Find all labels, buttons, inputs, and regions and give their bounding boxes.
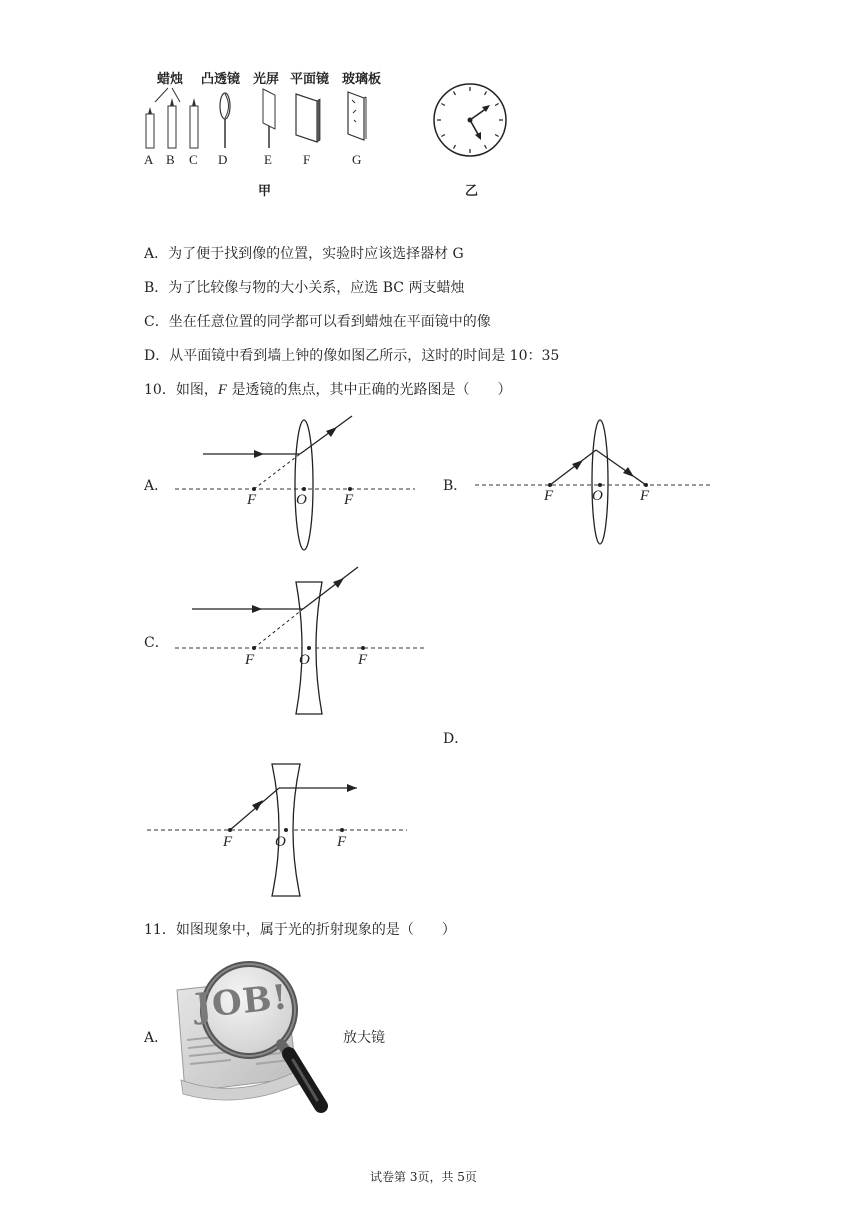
- q10-option-d-label: D．: [443, 731, 469, 747]
- q10-question: [144, 379, 511, 399]
- q10-diagram-c: [170, 560, 430, 720]
- q10-b-center: O: [592, 488, 603, 504]
- q10-option-a-label: A．: [144, 478, 169, 494]
- letter-d: D: [218, 152, 228, 167]
- label-glass-plate: 玻璃板: [342, 71, 382, 86]
- letter-a: A: [144, 152, 154, 167]
- label-candle: 蜡烛: [157, 71, 184, 86]
- q10-option-c-label: C．: [144, 635, 169, 651]
- q9-option-d: D．从平面镜中看到墙上钟的像如图乙所示，这时的时间是 10：35: [144, 348, 560, 364]
- q10-c-focus-right: F: [358, 652, 368, 668]
- caption-yi: 乙: [465, 183, 479, 198]
- letter-f: F: [303, 152, 311, 167]
- q10-c-focus-left: F: [245, 652, 255, 668]
- q9-option-b: B．为了比较像与物的大小关系，应选 BC 两支蜡烛: [144, 280, 465, 296]
- q10-diagram-b: [470, 410, 720, 550]
- q10-question-focus: F: [217, 382, 227, 398]
- q9-option-a: A．为了便于找到像的位置，实验时应该选择器材 G: [144, 246, 464, 262]
- q10-c-center: O: [299, 652, 310, 668]
- label-plane-mirror: 平面镜: [290, 71, 330, 86]
- q11-option-a-label: A．: [144, 1030, 169, 1046]
- label-convex-lens: 凸透镜: [201, 71, 241, 86]
- q11-question: 11．如图现象中，属于光的折射现象的是（ ）: [144, 922, 456, 938]
- letter-g: G: [352, 152, 362, 167]
- q10-option-b-label: B．: [443, 478, 468, 494]
- q9-option-c: C．坐在任意位置的同学都可以看到蜡烛在平面镜中的像: [144, 314, 491, 330]
- q10-a-focus-left: F: [247, 492, 257, 508]
- clock-figure: [432, 80, 512, 160]
- q10-b-focus-right: F: [640, 488, 650, 504]
- q11-option-a-caption: 放大镜: [343, 1030, 385, 1046]
- q10-question-suffix: 是透镜的焦点，其中正确的光路图是（ ）: [227, 382, 512, 398]
- label-screen: 光屏: [253, 71, 280, 86]
- q10-a-focus-right: F: [344, 492, 354, 508]
- letter-e: E: [264, 152, 272, 167]
- newspaper-headline: JOB!: [193, 977, 291, 1027]
- letter-b: B: [166, 152, 175, 167]
- q10-diagram-a: [170, 410, 430, 560]
- letter-c: C: [189, 152, 198, 167]
- q10-d-center: O: [275, 834, 286, 850]
- q10-question-prefix: 10．如图，: [144, 382, 218, 398]
- page-footer: 试卷第 3页，共 5页: [370, 1170, 477, 1184]
- q10-d-focus-left: F: [223, 834, 233, 850]
- q10-b-focus-left: F: [544, 488, 554, 504]
- magnifier-illustration: [165, 960, 335, 1120]
- q10-diagram-d: [145, 760, 415, 900]
- caption-jia: 甲: [258, 183, 272, 198]
- q10-d-focus-right: F: [337, 834, 347, 850]
- q10-a-center: O: [296, 492, 307, 508]
